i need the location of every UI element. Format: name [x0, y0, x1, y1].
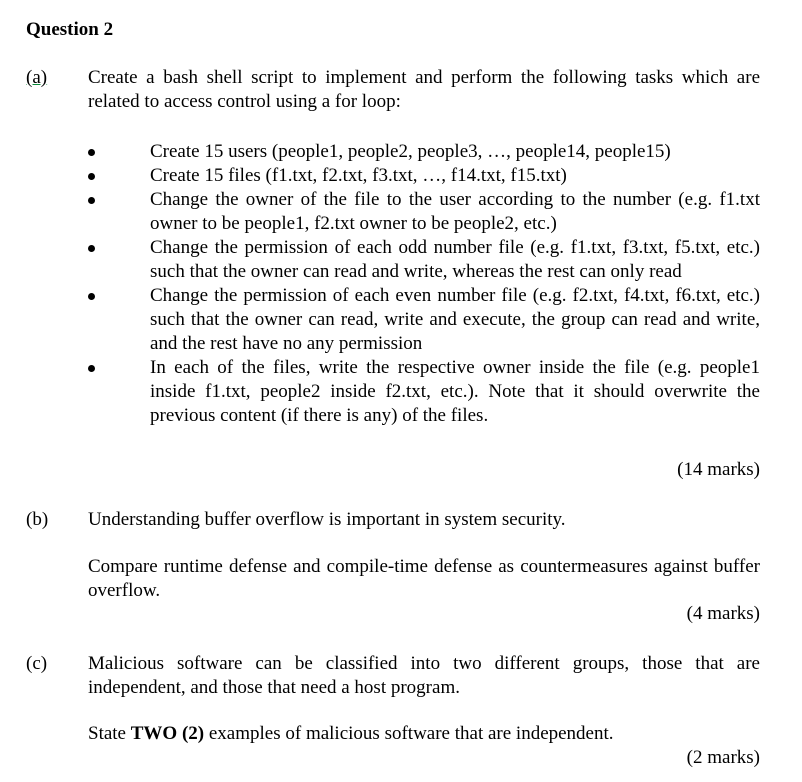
part-b-label: (b) [26, 509, 49, 530]
instruction-emphasis: TWO (2) [130, 723, 205, 744]
bullet-icon [88, 365, 95, 372]
task-text: Create 15 users (people1, people2, people3, …, people14, people15) [150, 141, 671, 162]
instruction-suffix: examples of malicious software that are independent. [204, 723, 614, 744]
bullet-icon [88, 149, 95, 156]
part-b-paragraph-1: Understanding buffer overflow is important in system security. [88, 509, 566, 530]
part-a-intro: Create a bash shell script to implement and perform the following tasks which are related to access control using a for loop: [88, 67, 760, 112]
part-c-paragraph-1: Malicious software can be classified into two different groups, those that are independent, and those that need a host program. [88, 653, 760, 698]
task-text: Change the owner of the file to the user according to the number (e.g. f1.txt owner to be people1, f2.txt owner to be people2, etc.) [150, 189, 760, 234]
list-item [88, 236, 760, 284]
question-title: Question 2 [26, 19, 114, 40]
bullet-icon [88, 173, 95, 180]
part-a-marks: (14 marks) [677, 459, 760, 480]
task-text: Create 15 files (f1.txt, f2.txt, f3.txt, …, f14.txt, f15.txt) [150, 165, 567, 186]
part-b-marks: (4 marks) [686, 603, 760, 624]
part-c-instruction [88, 722, 760, 746]
task-text: Change the permission of each even number file (e.g. f2.txt, f4.txt, f6.txt, etc.) such that the owner can read, write and execute, the group can read and write, and the rest have no any permission [150, 285, 760, 354]
list-item [88, 356, 760, 428]
bullet-icon [88, 293, 95, 300]
part-c-marks: (2 marks) [686, 747, 760, 768]
list-item [88, 140, 760, 164]
part-b-paragraph-2: Compare runtime defense and compile-time defense as countermeasures against buffer overflow. [88, 556, 760, 601]
instruction-prefix: State [88, 723, 131, 744]
task-text: In each of the files, write the respective owner inside the file (e.g. people1 inside f1.txt, people2 inside f2.txt, etc.). Note that it should overwrite the previous content (if there is any) of the files. [150, 357, 760, 426]
part-a-label: (a) [26, 67, 48, 88]
list-item [88, 164, 760, 188]
part-c-label: (c) [26, 653, 48, 674]
part-a-task-list [88, 140, 760, 428]
bullet-icon [88, 245, 95, 252]
list-item [88, 188, 760, 236]
bullet-icon [88, 197, 95, 204]
list-item [88, 284, 760, 356]
task-text: Change the permission of each odd number file (e.g. f1.txt, f3.txt, f5.txt, etc.) such that the owner can read and write, whereas the rest can only read [150, 237, 760, 282]
